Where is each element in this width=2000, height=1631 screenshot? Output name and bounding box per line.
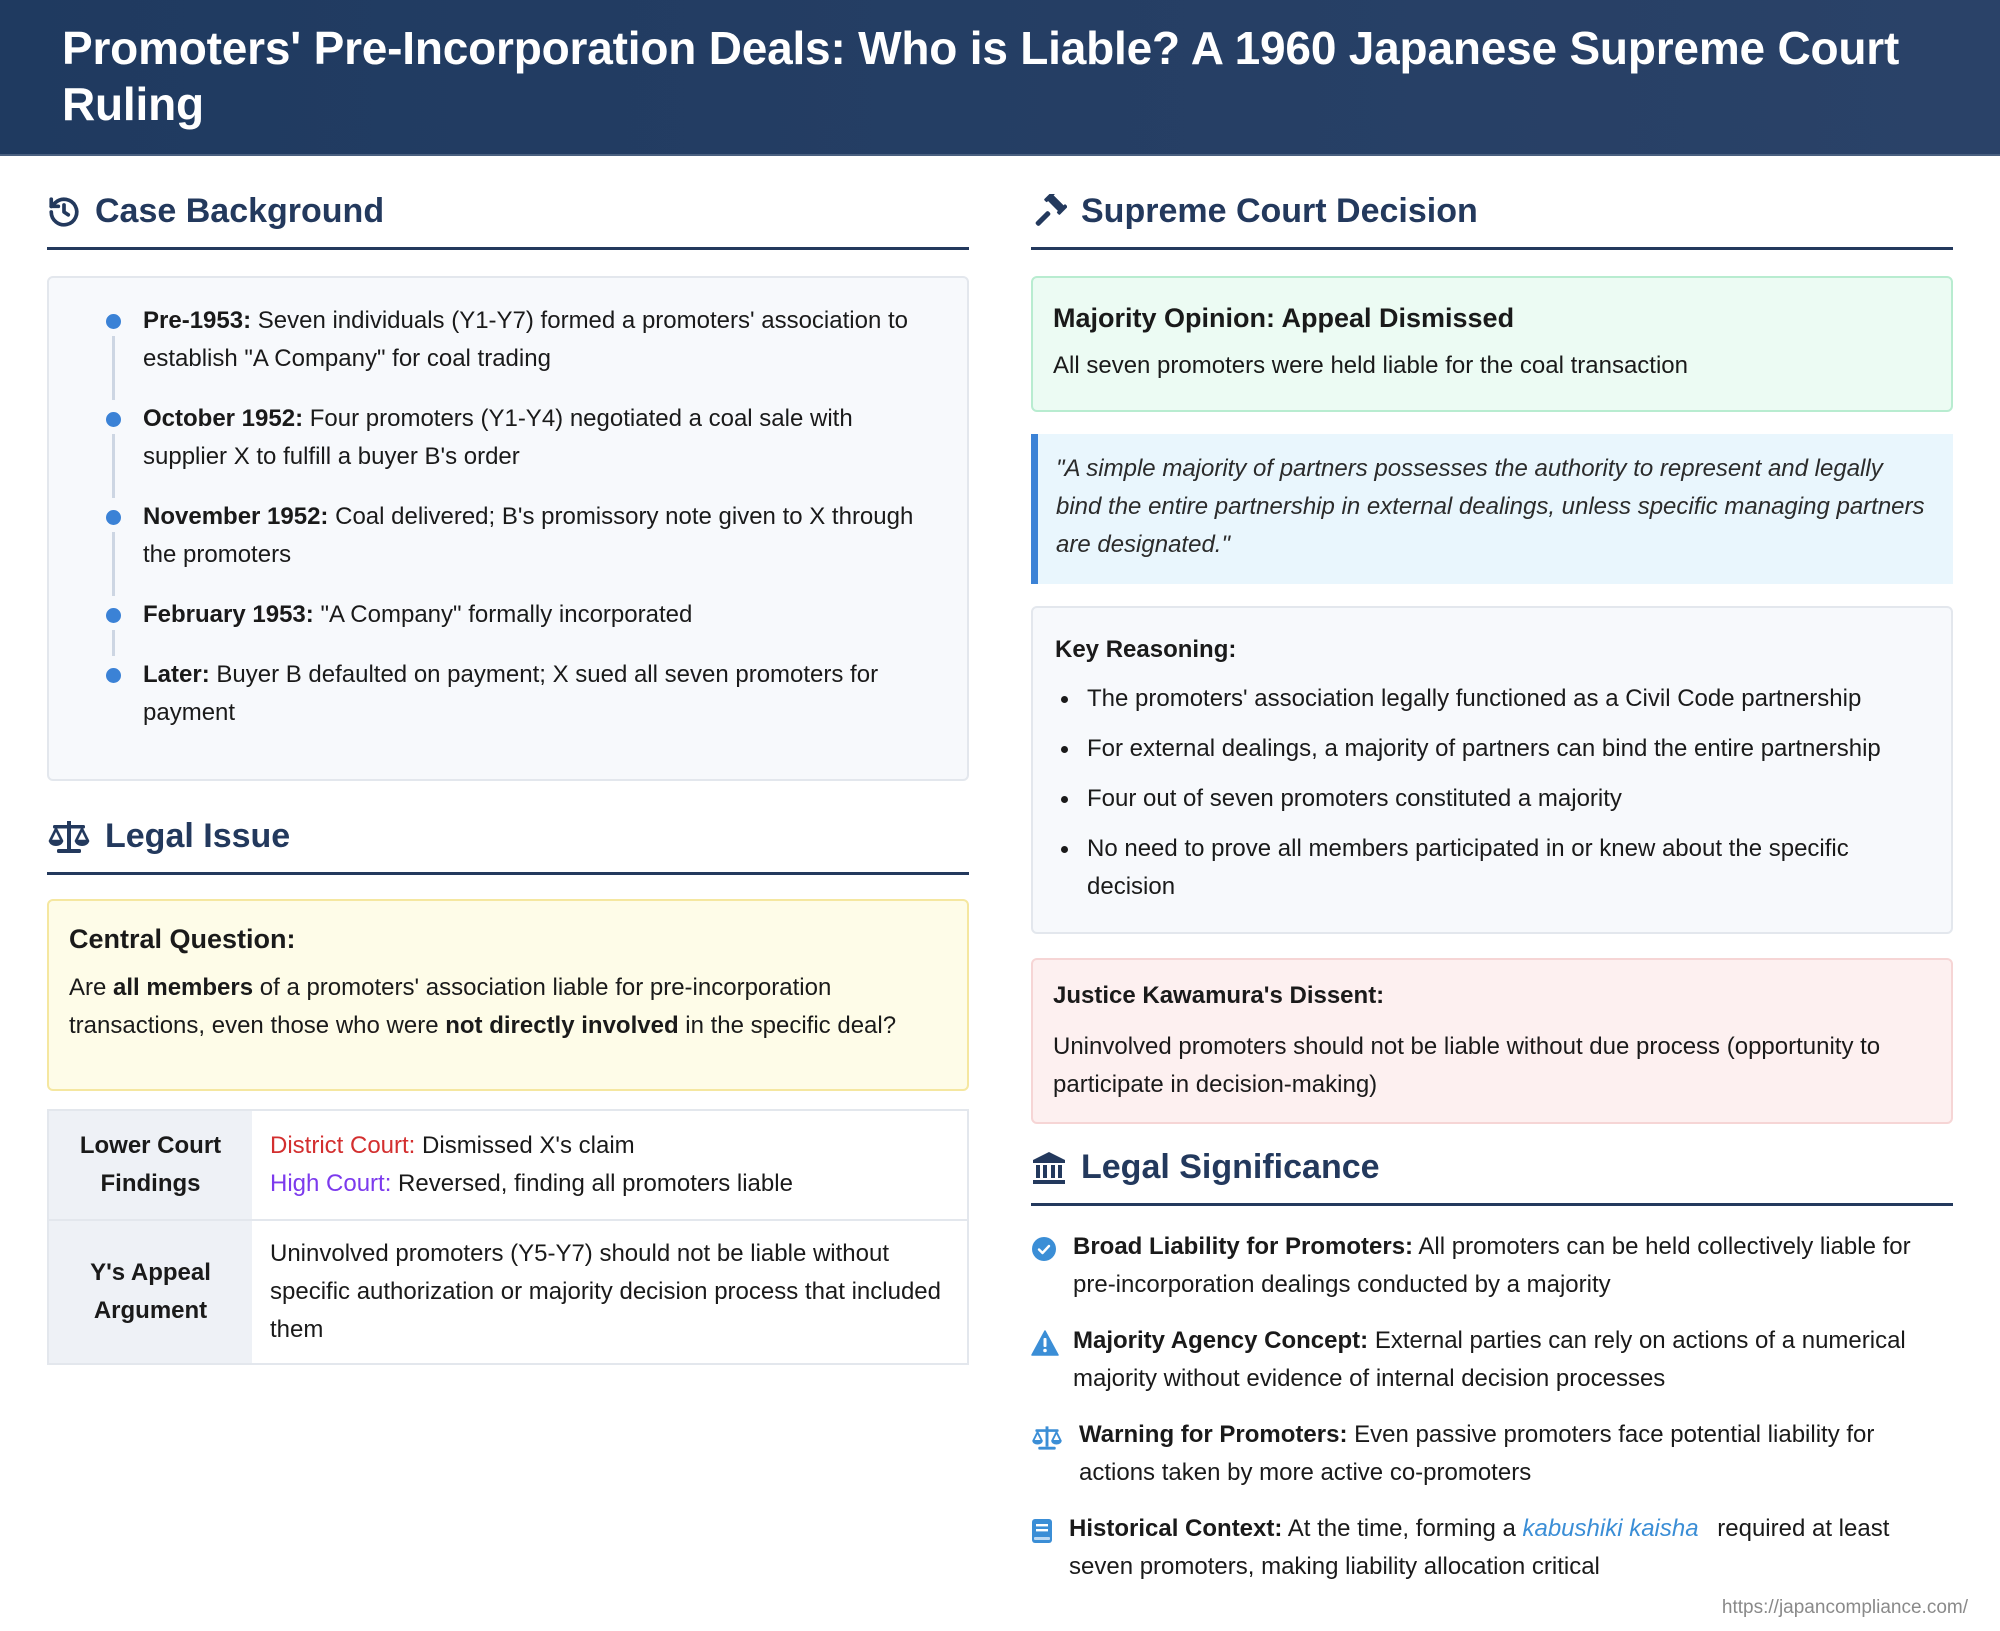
history-icon	[47, 195, 81, 229]
kabushiki-kaisha-term: kabushiki kaisha	[1522, 1515, 1699, 1542]
key-reasoning-heading: Key Reasoning:	[1055, 636, 1237, 663]
decision-title: Supreme Court Decision	[1081, 192, 1478, 230]
timeline-text: Coal delivered; B's promissory note given to X through the promoters	[143, 503, 914, 568]
significance-item	[1031, 1228, 1953, 1304]
timeline-date: October 1952:	[143, 405, 304, 432]
right-column	[1031, 156, 1953, 1604]
source-url: https://japancompliance.com/	[1721, 1597, 1968, 1618]
table-row	[48, 1220, 968, 1364]
timeline-dot	[106, 412, 121, 427]
legal-significance-title: Legal Significance	[1081, 1148, 1380, 1186]
decision-heading	[1031, 156, 1953, 250]
dissent-heading: Justice Kawamura's Dissent:	[1053, 982, 1385, 1009]
significance-label: Historical Context:	[1069, 1515, 1283, 1542]
timeline-item	[89, 302, 937, 378]
significance-text: At the time, forming a	[1282, 1515, 1523, 1542]
timeline-dot	[106, 314, 121, 329]
timeline-date: Pre-1953:	[143, 307, 252, 334]
central-question-card	[47, 899, 969, 1091]
timeline-date: Later:	[143, 661, 210, 688]
significance-list	[1031, 1228, 1953, 1586]
question-text-part: in the specific deal?	[678, 1012, 897, 1039]
court-quote: "A simple majority of partners possesses the authority to represent and legally bind the entire partnership in external dealings, unless specific managing partners are designated."	[1031, 434, 1953, 584]
timeline-text: Buyer B defaulted on payment; X sued all seven promoters for payment	[143, 661, 879, 726]
district-court-text: Dismissed X's claim	[415, 1132, 635, 1159]
row-header: Y's Appeal Argument	[48, 1220, 252, 1364]
significance-item	[1031, 1322, 1953, 1398]
page-header	[0, 0, 2000, 156]
timeline-text: "A Company" formally incorporated	[320, 601, 693, 628]
table-row	[48, 1110, 968, 1220]
key-reasoning-card	[1031, 606, 1953, 934]
majority-heading: Majority Opinion: Appeal Dismissed	[1053, 303, 1515, 333]
district-court-line	[270, 1127, 949, 1165]
timeline-date: November 1952:	[143, 503, 329, 530]
left-column	[47, 156, 969, 1365]
significance-label: Broad Liability for Promoters:	[1073, 1233, 1414, 1260]
timeline-item	[89, 656, 937, 732]
legal-issue-heading	[47, 781, 969, 875]
significance-text: required at least seven promoters, making liability allocation critical	[1069, 1515, 1890, 1580]
central-question-heading: Central Question:	[69, 924, 296, 954]
row-header: Lower Court Findings	[48, 1110, 252, 1220]
case-background-title: Case Background	[95, 192, 385, 230]
reasoning-item: The promoters' association legally functioned as a Civil Code partnership	[1055, 680, 1929, 718]
timeline-dot	[106, 510, 121, 525]
legal-significance-heading	[1031, 1124, 1953, 1206]
timeline-item	[89, 596, 937, 634]
timeline-connector	[112, 336, 115, 400]
case-background-heading	[47, 156, 969, 250]
high-court-line	[270, 1165, 949, 1203]
question-emphasis: not directly involved	[445, 1012, 679, 1039]
reasoning-item: No need to prove all members participated in or knew about the specific decision	[1055, 830, 1929, 906]
timeline-text: Seven individuals (Y1-Y7) formed a promoters' association to establish "A Company" for coal trading	[143, 307, 908, 372]
row-value: Uninvolved promoters (Y5-Y7) should not be liable without specific authorization or majority decision process that included them	[252, 1220, 968, 1364]
check-circle-icon	[1031, 1236, 1057, 1262]
significance-label: Majority Agency Concept:	[1073, 1327, 1369, 1354]
dissent-card	[1031, 958, 1953, 1124]
timeline-item	[89, 498, 937, 574]
page-title: Promoters' Pre-Incorporation Deals: Who is Liable? A 1960 Japanese Supreme Court Ruling	[62, 22, 1900, 130]
institution-icon	[1031, 1150, 1067, 1186]
district-court-label: District Court:	[270, 1132, 416, 1159]
timeline-text: Four promoters (Y1-Y4) negotiated a coal sale with supplier X to fulfill a buyer B's order	[143, 405, 853, 470]
scale-icon	[47, 819, 91, 855]
high-court-label: High Court:	[270, 1170, 392, 1197]
reasoning-item: Four out of seven promoters constituted a majority	[1055, 780, 1929, 818]
dissent-text: Uninvolved promoters should not be liable without due process (opportunity to participate in decision-making)	[1053, 1033, 1881, 1098]
majority-text: All seven promoters were held liable for the coal transaction	[1053, 352, 1688, 379]
timeline-dot	[106, 668, 121, 683]
question-text-part: of a promoters' association liable for pre-incorporation transactions, even those who were	[69, 974, 832, 1039]
timeline-connector	[112, 532, 115, 596]
central-question-text	[69, 969, 947, 1045]
reasoning-list	[1055, 680, 1929, 906]
row-value	[252, 1110, 968, 1220]
significance-label: Warning for Promoters:	[1079, 1421, 1348, 1448]
reasoning-item: For external dealings, a majority of partners can bind the entire partnership	[1055, 730, 1929, 768]
high-court-text: Reversed, finding all promoters liable	[391, 1170, 793, 1197]
gavel-icon	[1031, 194, 1067, 230]
timeline-item	[89, 400, 937, 476]
book-icon	[1031, 1518, 1053, 1544]
question-emphasis: all members	[113, 974, 254, 1001]
timeline-connector	[112, 434, 115, 498]
timeline-connector	[112, 630, 115, 656]
significance-text: All promoters can be held collectively liable for pre-incorporation dealings conducted by a majority	[1073, 1233, 1911, 1298]
significance-item	[1031, 1416, 1953, 1492]
legal-issue-title: Legal Issue	[105, 817, 291, 855]
warning-icon	[1031, 1330, 1059, 1356]
timeline-card	[47, 276, 969, 781]
significance-text: External parties can rely on actions of a numerical majority without evidence of internal decision processes	[1073, 1327, 1906, 1392]
findings-table	[47, 1109, 969, 1365]
scale-icon	[1031, 1424, 1063, 1452]
question-text-part: Are	[69, 974, 114, 1001]
timeline-dot	[106, 608, 121, 623]
majority-opinion-card	[1031, 276, 1953, 412]
significance-text: Even passive promoters face potential liability for actions taken by more active co-promoters	[1079, 1421, 1875, 1486]
timeline-date: February 1953:	[143, 601, 314, 628]
significance-item	[1031, 1510, 1953, 1586]
